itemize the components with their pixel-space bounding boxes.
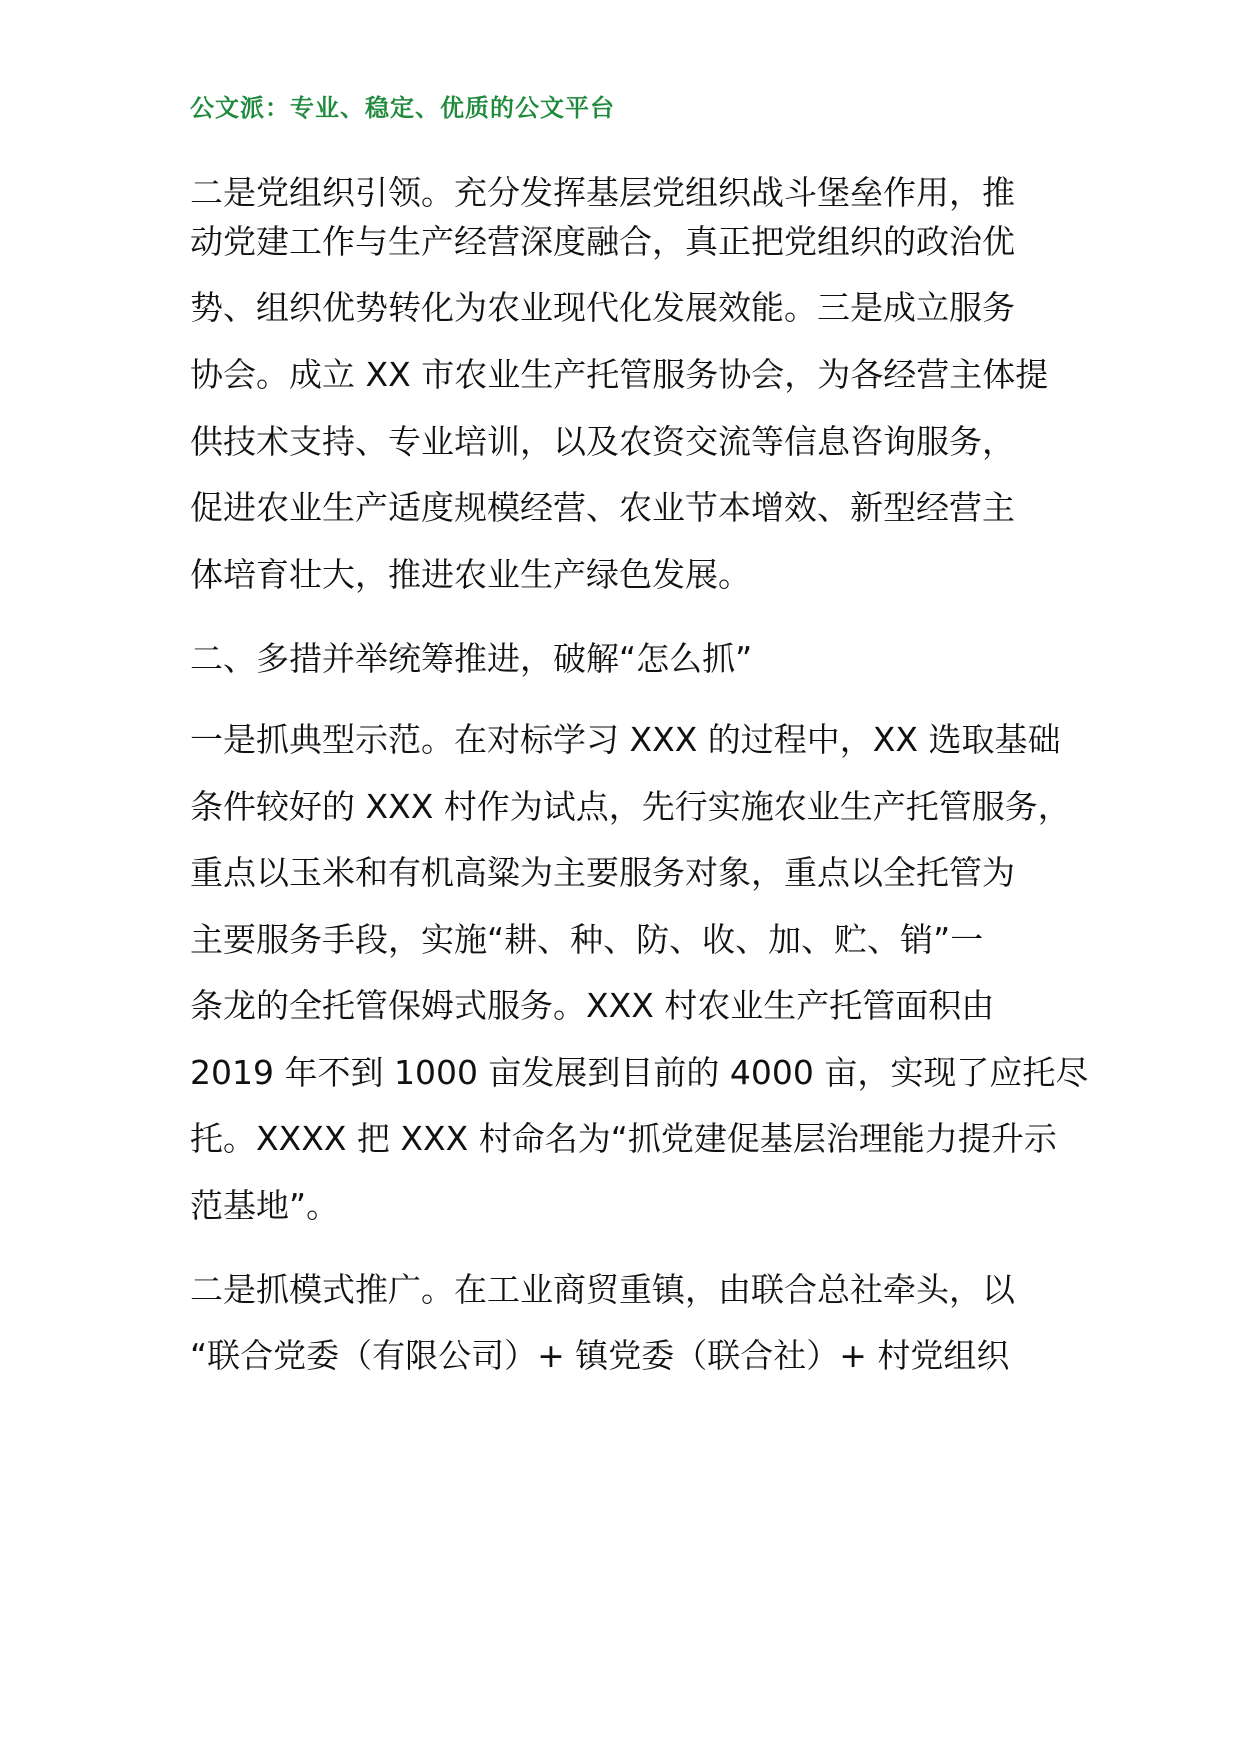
- body-line: 条件较好的 XXX 村作为试点，先行实施农业生产托管服务，: [190, 787, 1071, 826]
- body-line: 促进农业生产适度规模经营、农业节本增效、新型经营主: [190, 488, 1015, 527]
- page-header: 公文派：专业、稳定、优质的公文平台: [190, 94, 615, 122]
- body-line: 条龙的全托管保姆式服务。XXX 村农业生产托管面积由: [190, 986, 995, 1025]
- body-line: 供技术支持、专业培训，以及农资交流等信息咨询服务，: [190, 422, 1015, 461]
- body-line: “联合党委（有限公司）+ 镇党委（联合社）+ 村党组织: [190, 1336, 1010, 1375]
- body-line: 体培育壮大，推进农业生产绿色发展。: [190, 555, 751, 594]
- body-line: 主要服务手段，实施“耕、种、防、收、加、贮、销”一: [190, 920, 984, 959]
- body-line: 协会。成立 XX 市农业生产托管服务协会，为各经营主体提: [190, 355, 1049, 394]
- body-line: 二是党组织引领。充分发挥基层党组织战斗堡垒作用，推: [190, 173, 1015, 212]
- body-line: 托。XXXX 把 XXX 村命名为“抓党建促基层治理能力提升示: [190, 1119, 1057, 1158]
- section-heading: 二、多措并举统筹推进，破解“怎么抓”: [190, 639, 753, 678]
- body-line: 一是抓典型示范。在对标学习 XXX 的过程中，XX 选取基础: [190, 720, 1061, 759]
- body-line: 范基地”。: [190, 1186, 340, 1225]
- body-line: 动党建工作与生产经营深度融合，真正把党组织的政治优: [190, 222, 1015, 261]
- body-line: 2019 年不到 1000 亩发展到目前的 4000 亩，实现了应托尽: [190, 1053, 1089, 1092]
- body-line: 二是抓模式推广。在工业商贸重镇，由联合总社牵头，以: [190, 1270, 1015, 1309]
- body-line: 势、组织优势转化为农业现代化发展效能。三是成立服务: [190, 288, 1015, 327]
- body-line: 重点以玉米和有机高粱为主要服务对象，重点以全托管为: [190, 853, 1015, 892]
